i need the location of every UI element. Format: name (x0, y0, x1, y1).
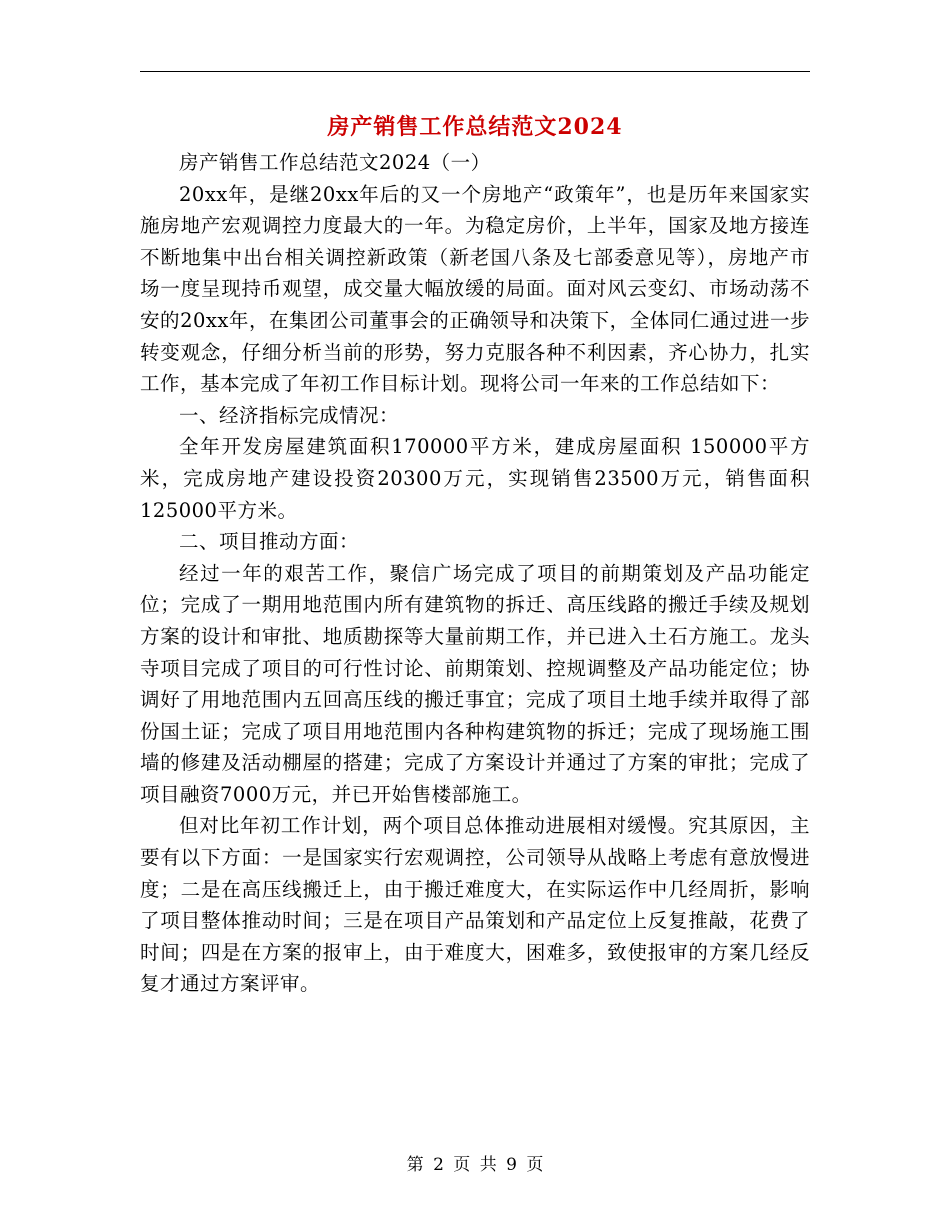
document-body (140, 147, 810, 1000)
paragraph-project-progress: 经过一年的艰苦工作，聚信广场完成了项目的前期策划及产品功能定位；完成了一期用地范围内所有建筑物的拆迁、高压线路的搬迁手续及规划方案的设计和审批、地质勘探等大量前期工作，并已进入土石方施工。龙头寺项目完成了项目的可行性讨论、前期策划、控规调整及产品功能定位；协调好了用地范围内五回高压线的搬迁事宜；完成了项目土地手续并取得了部份国土证；完成了项目用地范围内各种构建筑物的拆迁；完成了现场施工围墙的修建及活动棚屋的搭建；完成了方案设计并通过了方案的审批；完成了项目融资7000万元，并已开始售楼部施工。 (140, 561, 810, 806)
page-number: 第 2 页 共 9 页 (406, 1155, 544, 1175)
paragraph-economic-indicators: 全年开发房屋建筑面积170000平方米，建成房屋面积 150000平方米，完成房地产建设投资20300万元，实现销售23500万元，销售面积125000平方米。 (140, 435, 810, 522)
heading-project-progress: 二、项目推动方面： (179, 530, 360, 554)
header-rule (140, 71, 810, 72)
document-title: 房产销售工作总结范文2024 (327, 114, 623, 140)
paragraph-delay-reasons: 但对比年初工作计划，两个项目总体推动进展相对缓慢。究其原因，主要有以下方面：一是国家实行宏观调控，公司领导从战略上考虑有意放慢进度；二是在高压线搬迁上，由于搬迁难度大，在实际运作中几经周折，影响了项目整体推动时间；三是在项目产品策划和产品定位上反复推敲，花费了时间；四是在方案的报审上，由于难度大，困难多，致使报审的方案几经反复才通过方案评审。 (140, 814, 810, 996)
paragraph-intro: 20xx年，是继20xx年后的又一个房地产“政策年”，也是历年来国家实施房地产宏观调控力度最大的一年。为稳定房价，上半年，国家及地方接连不断地集中出台相关调控新政策（新老国八条及七部委意见等），房地产市场一度呈现持币观望，成交量大幅放缓的局面。面对风云变幻、市场动荡不安的20xx年，在集团公司董事会的正确领导和决策下，全体同仁通过进一步转变观念，仔细分析当前的形势，努力克服各种不利因素，齐心协力，扎实工作，基本完成了年初工作目标计划。现将公司一年来的工作总结如下： (140, 182, 810, 396)
heading-economic-indicators: 一、经济指标完成情况： (179, 403, 400, 427)
paragraph-subtitle: 房产销售工作总结范文2024（一） (179, 151, 491, 174)
